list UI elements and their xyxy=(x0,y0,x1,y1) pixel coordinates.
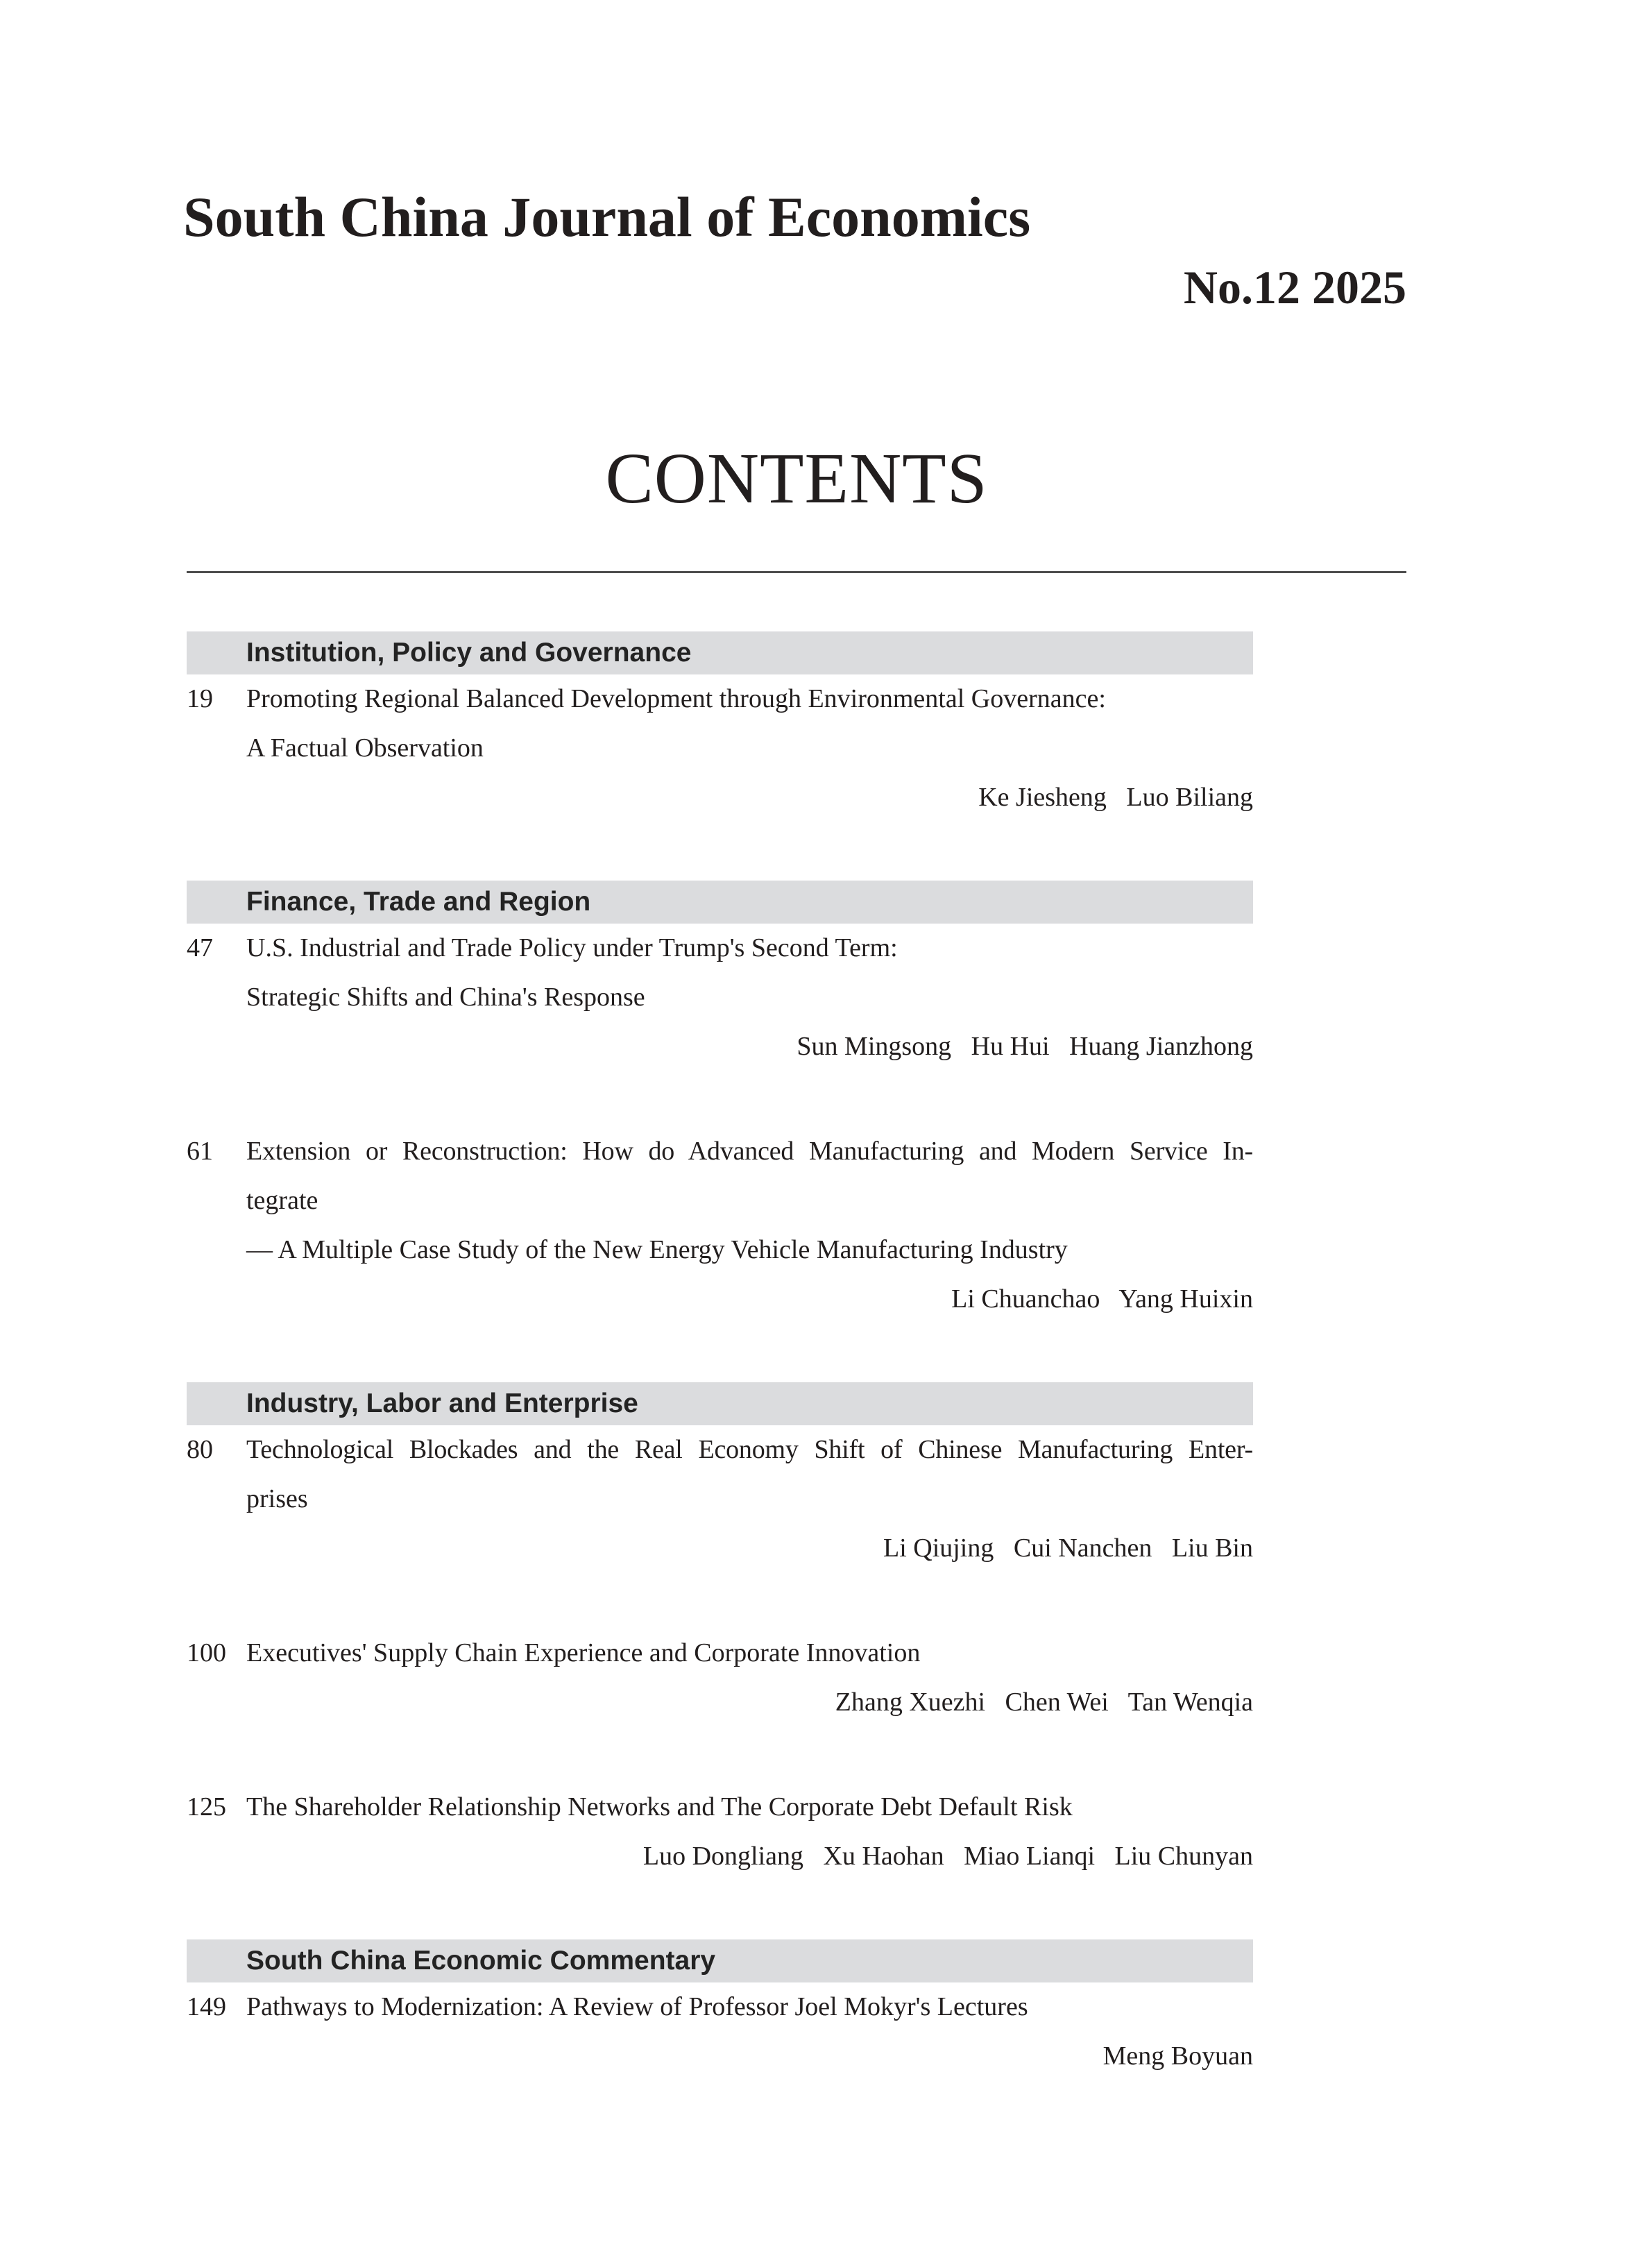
entry-page-number: 47 xyxy=(187,933,213,962)
section-south-china-economic-commentary xyxy=(187,1939,1253,2081)
toc-entry xyxy=(187,1629,1253,1727)
entry-title-line: Extension or Reconstruction: How do Advanced Manufacturing and Modern Service In- xyxy=(246,1137,1253,1166)
entry-title-line: The Shareholder Relationship Networks and The Corporate Debt Default Risk xyxy=(246,1792,1073,1821)
toc-entry xyxy=(187,1425,1253,1573)
toc-entry xyxy=(187,924,1253,1071)
entry-page-number: 19 xyxy=(187,684,213,713)
entry-authors: Zhang Xuezhi Chen Wei Tan Wenqia xyxy=(835,1688,1253,1717)
entry-title-line: U.S. Industrial and Trade Policy under Trump's Second Term: xyxy=(246,933,898,962)
entry-page-number: 80 xyxy=(187,1435,213,1464)
entry-authors: Li Chuanchao Yang Huixin xyxy=(951,1284,1253,1314)
masthead xyxy=(0,0,1652,611)
entry-title-line: prises xyxy=(246,1484,308,1513)
section-header: Industry, Labor and Enterprise xyxy=(187,1382,1253,1425)
entry-title-line: A Factual Observation xyxy=(246,733,484,763)
entry-page-number: 149 xyxy=(187,1992,226,2021)
entry-title-line: tegrate xyxy=(246,1186,318,1215)
issue-number: No.12 2025 xyxy=(1183,261,1406,314)
entry-authors: Luo Dongliang Xu Haohan Miao Lianqi Liu Chunyan xyxy=(642,1842,1253,1871)
entry-title-line: Pathways to Modernization: A Review of Professor Joel Mokyr's Lectures xyxy=(246,1992,1028,2021)
toc-entry xyxy=(187,674,1253,822)
toc-entry xyxy=(187,1982,1253,2081)
section-header: South China Economic Commentary xyxy=(187,1939,1253,1982)
section-finance-trade-region xyxy=(187,881,1253,1324)
entry-title-line: Technological Blockades and the Real Economy Shift of Chinese Manufacturing Enter- xyxy=(246,1435,1253,1464)
entry-authors: Ke Jiesheng Luo Biliang xyxy=(978,783,1253,812)
table-of-contents xyxy=(187,631,1253,2081)
entry-title-line: Promoting Regional Balanced Development through Environmental Governance: xyxy=(246,684,1106,713)
section-header: Finance, Trade and Region xyxy=(187,881,1253,924)
section-header: Institution, Policy and Governance xyxy=(187,631,1253,674)
contents-heading: CONTENTS xyxy=(605,439,988,518)
entry-page-number: 125 xyxy=(187,1792,226,1821)
horizontal-rule xyxy=(187,571,1406,573)
section-institution-policy-governance xyxy=(187,631,1253,822)
toc-entry xyxy=(187,1127,1253,1324)
entry-authors: Sun Mingsong Hu Hui Huang Jianzhong xyxy=(797,1032,1253,1061)
entry-title-line: — A Multiple Case Study of the New Energy Vehicle Manufacturing Industry xyxy=(246,1235,1068,1264)
journal-title: South China Journal of Economics xyxy=(183,185,1031,248)
entry-page-number: 100 xyxy=(187,1638,226,1667)
toc-entry xyxy=(187,1783,1253,1881)
entry-title-line: Strategic Shifts and China's Response xyxy=(246,983,645,1012)
section-industry-labor-enterprise xyxy=(187,1382,1253,1881)
entry-title-line: Executives' Supply Chain Experience and Corporate Innovation xyxy=(246,1638,921,1667)
entry-page-number: 61 xyxy=(187,1137,213,1166)
entry-authors: Li Qiujing Cui Nanchen Liu Bin xyxy=(883,1534,1253,1563)
entry-authors: Meng Boyuan xyxy=(1102,2041,1253,2071)
